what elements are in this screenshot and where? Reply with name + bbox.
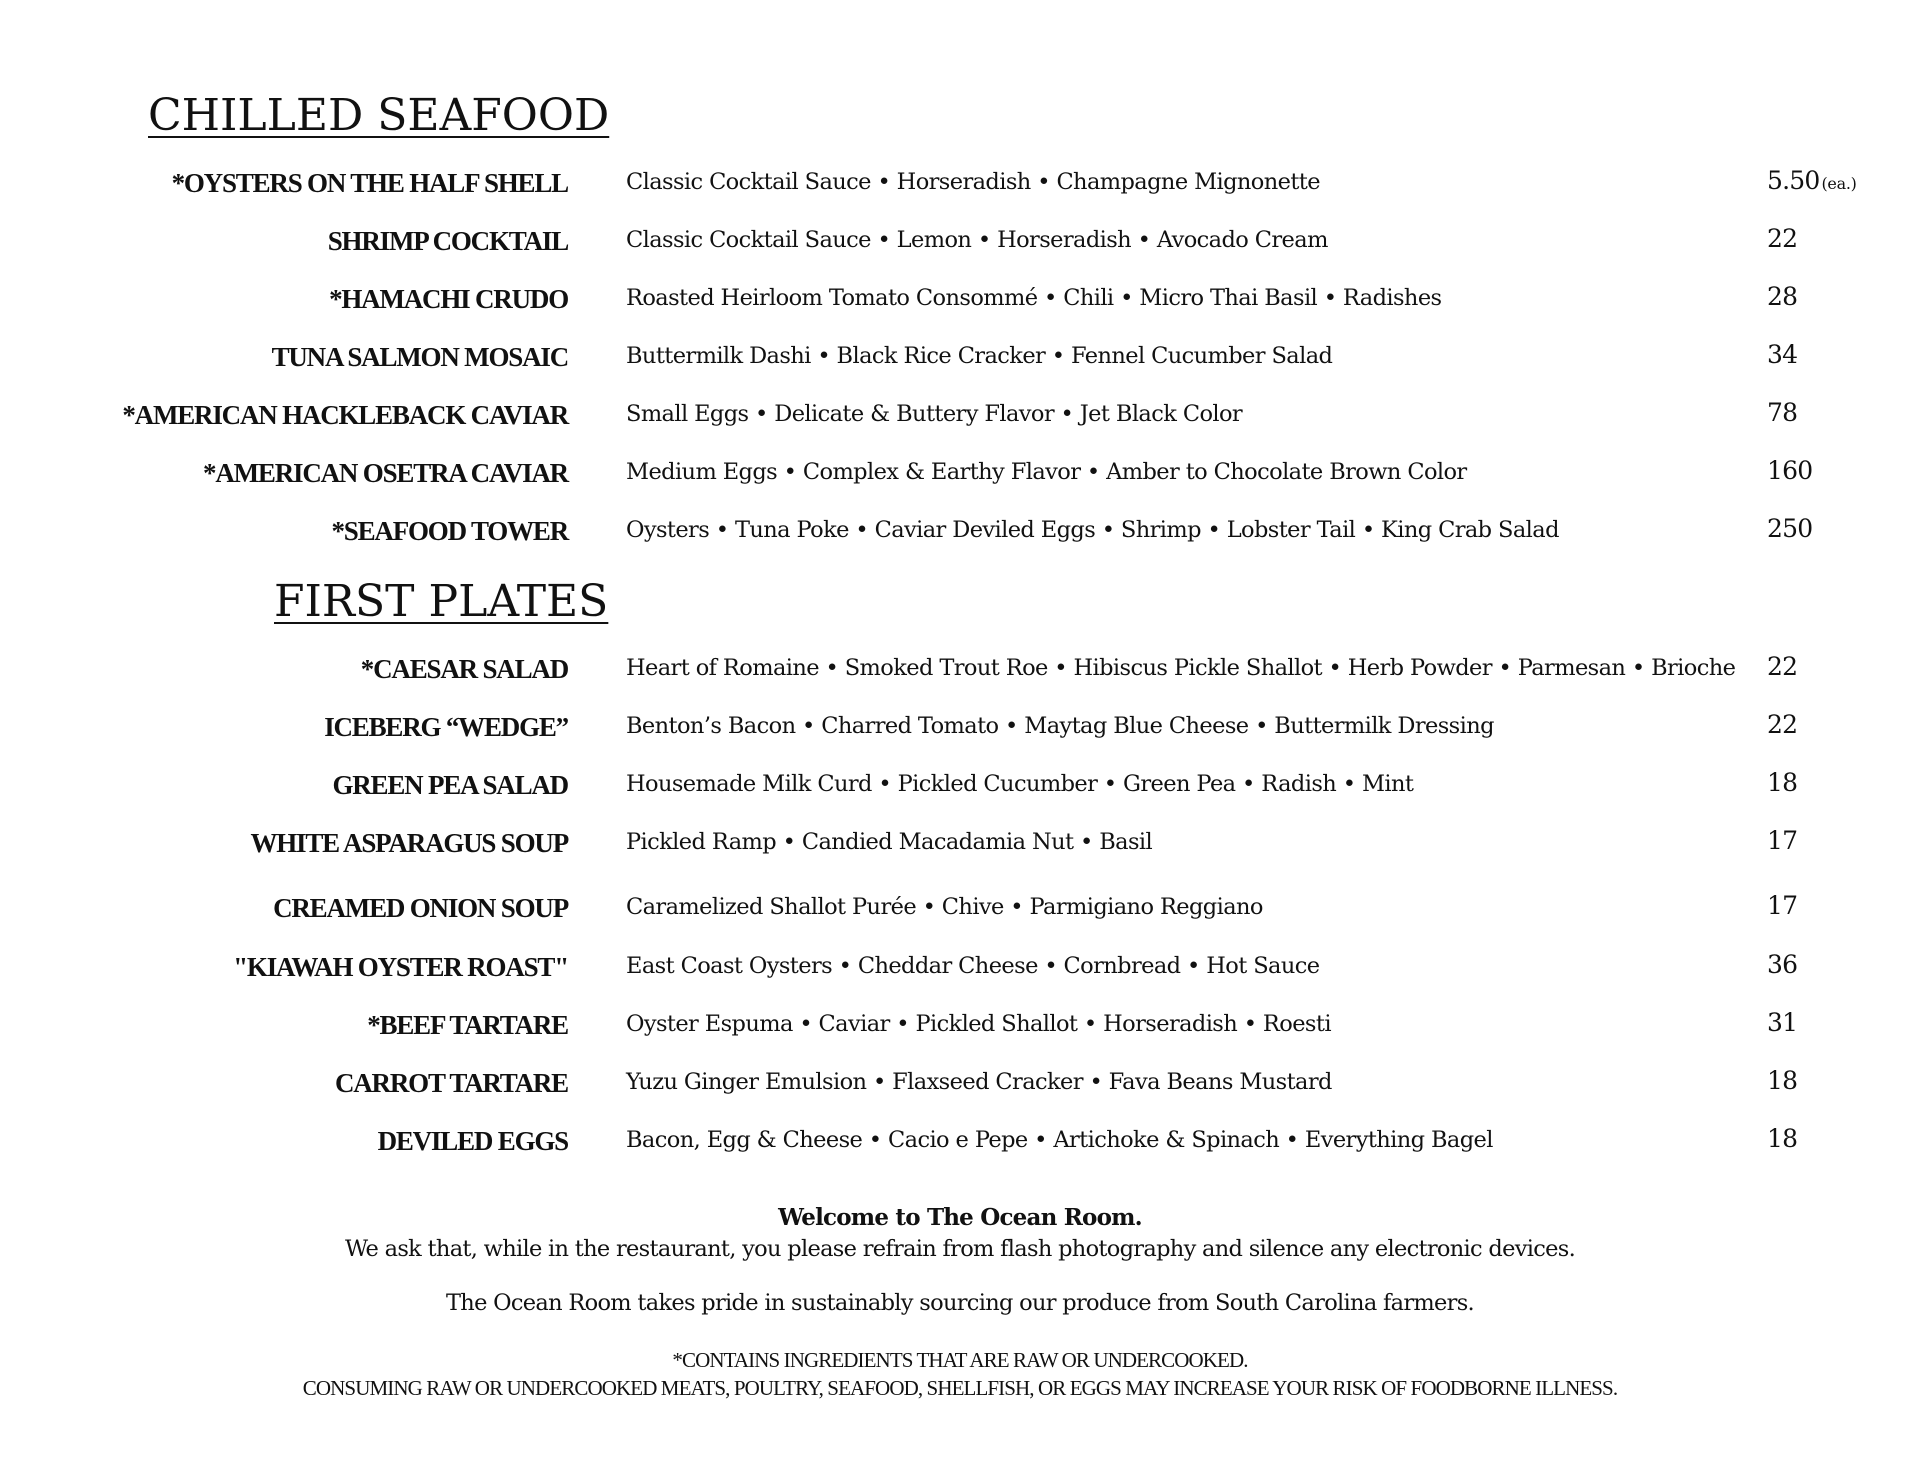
menu-item-name: CARROT TARTARE bbox=[334, 1068, 568, 1098]
menu-item bbox=[0, 284, 1920, 342]
menu-item bbox=[0, 712, 1920, 770]
menu-item-description: Medium Eggs • Complex & Earthy Flavor • Amber to Chocolate Brown Color bbox=[626, 459, 1467, 485]
welcome-message: Welcome to The Ocean Room. bbox=[778, 1204, 1142, 1231]
menu-item-description: Caramelized Shallot Purée • Chive • Parmigiano Reggiano bbox=[626, 894, 1263, 920]
menu-item-description: Small Eggs • Delicate & Buttery Flavor • Jet Black Color bbox=[626, 401, 1243, 427]
menu-item-price-wrap bbox=[1767, 166, 1857, 195]
first-plates-list bbox=[0, 654, 1920, 1184]
menu-item bbox=[0, 893, 1920, 952]
menu-item-price: 34 bbox=[1767, 340, 1798, 369]
menu-item-description: Heart of Romaine • Smoked Trout Roe • Hibiscus Pickle Shallot • Herb Powder • Parmesan • Brioche bbox=[626, 655, 1736, 681]
menu-item bbox=[0, 342, 1920, 400]
menu-item-price: 36 bbox=[1767, 950, 1798, 979]
menu-item-name: GREEN PEA SALAD bbox=[332, 770, 568, 800]
menu-item-description: Housemade Milk Curd • Pickled Cucumber • Green Pea • Radish • Mint bbox=[626, 771, 1414, 797]
menu-item-description: Buttermilk Dashi • Black Rice Cracker • Fennel Cucumber Salad bbox=[626, 343, 1333, 369]
menu-item bbox=[0, 226, 1920, 284]
menu-item-price: 5.50 bbox=[1767, 166, 1820, 195]
menu-item-price: 22 bbox=[1767, 652, 1798, 681]
menu-item-name: WHITE ASPARAGUS SOUP bbox=[250, 828, 568, 858]
menu-item bbox=[0, 1068, 1920, 1126]
menu-item-description: Classic Cocktail Sauce • Horseradish • Champagne Mignonette bbox=[626, 169, 1320, 195]
menu-item-name: SHRIMP COCKTAIL bbox=[327, 226, 568, 256]
menu-item-price: 17 bbox=[1767, 891, 1798, 920]
foodborne-illness-warning: CONSUMING RAW OR UNDERCOOKED MEATS, POULTRY, SEAFOOD, SHELLFISH, OR EGGS MAY INCREASE YOUR RISK OF FOODBORNE ILLNESS. bbox=[302, 1376, 1618, 1400]
etiquette-notice: We ask that, while in the restaurant, you please refrain from flash photography and silence any electronic devices. bbox=[344, 1236, 1576, 1262]
menu-item-price: 250 bbox=[1767, 514, 1813, 543]
menu-item-description: Pickled Ramp • Candied Macadamia Nut • Basil bbox=[626, 829, 1153, 855]
menu-item-name: *CAESAR SALAD bbox=[360, 654, 568, 684]
menu-item bbox=[0, 654, 1920, 712]
menu-item-price: 22 bbox=[1767, 224, 1798, 253]
menu-item bbox=[0, 770, 1920, 828]
menu-item-name: *AMERICAN OSETRA CAVIAR bbox=[203, 458, 568, 488]
menu-item-price: 22 bbox=[1767, 710, 1798, 739]
menu-item-price: 31 bbox=[1767, 1008, 1798, 1037]
chilled-seafood-list bbox=[0, 168, 1920, 574]
menu-item-name: ICEBERG “WEDGE” bbox=[324, 712, 568, 742]
menu-item bbox=[0, 952, 1920, 1010]
menu-item bbox=[0, 168, 1920, 226]
menu-item-name: TUNA SALMON MOSAIC bbox=[271, 342, 568, 372]
menu-item bbox=[0, 516, 1920, 574]
menu-item-price: 17 bbox=[1767, 826, 1798, 855]
section-title-first-plates: FIRST PLATES bbox=[274, 576, 609, 627]
sourcing-notice: The Ocean Room takes pride in sustainably sourcing our produce from South Carolina farmers. bbox=[445, 1290, 1474, 1316]
menu-item-name: *HAMACHI CRUDO bbox=[329, 284, 568, 314]
menu-item-description: Classic Cocktail Sauce • Lemon • Horseradish • Avocado Cream bbox=[626, 227, 1328, 253]
menu-item-description: Bacon, Egg & Cheese • Cacio e Pepe • Artichoke & Spinach • Everything Bagel bbox=[626, 1127, 1493, 1153]
menu-item-name: CREAMED ONION SOUP bbox=[273, 893, 568, 923]
menu-item-description: Oysters • Tuna Poke • Caviar Deviled Eggs • Shrimp • Lobster Tail • King Crab Salad bbox=[626, 517, 1559, 543]
menu-item-name: *AMERICAN HACKLEBACK CAVIAR bbox=[122, 400, 568, 430]
menu-item-name: "KIAWAH OYSTER ROAST" bbox=[233, 952, 568, 982]
menu-item-name: *BEEF TARTARE bbox=[367, 1010, 568, 1040]
menu-item-price: 18 bbox=[1767, 768, 1798, 797]
menu-item-description: Roasted Heirloom Tomato Consommé • Chili • Micro Thai Basil • Radishes bbox=[626, 285, 1442, 311]
section-title-chilled-seafood: CHILLED SEAFOOD bbox=[148, 90, 610, 141]
menu-item bbox=[0, 458, 1920, 516]
menu-item-description: Oyster Espuma • Caviar • Pickled Shallot • Horseradish • Roesti bbox=[626, 1011, 1331, 1037]
menu-item-price-unit: (ea.) bbox=[1821, 174, 1857, 193]
menu-item bbox=[0, 828, 1920, 893]
menu-item-description: East Coast Oysters • Cheddar Cheese • Cornbread • Hot Sauce bbox=[626, 953, 1320, 979]
menu-item bbox=[0, 1010, 1920, 1068]
raw-food-disclaimer: *CONTAINS INGREDIENTS THAT ARE RAW OR UNDERCOOKED. bbox=[672, 1348, 1248, 1372]
menu-item bbox=[0, 400, 1920, 458]
menu-item-name: *SEAFOOD TOWER bbox=[331, 516, 568, 546]
menu-item-price: 160 bbox=[1767, 456, 1813, 485]
menu-item-price: 78 bbox=[1767, 398, 1798, 427]
menu-item-name: DEVILED EGGS bbox=[377, 1126, 568, 1156]
menu-item bbox=[0, 1126, 1920, 1184]
menu-item-price: 28 bbox=[1767, 282, 1798, 311]
menu-item-price: 18 bbox=[1767, 1124, 1798, 1153]
menu-item-description: Yuzu Ginger Emulsion • Flaxseed Cracker • Fava Beans Mustard bbox=[626, 1069, 1332, 1095]
menu-item-name: *OYSTERS ON THE HALF SHELL bbox=[171, 168, 568, 198]
menu-item-price: 18 bbox=[1767, 1066, 1798, 1095]
menu-item-description: Benton’s Bacon • Charred Tomato • Maytag Blue Cheese • Buttermilk Dressing bbox=[626, 713, 1494, 739]
